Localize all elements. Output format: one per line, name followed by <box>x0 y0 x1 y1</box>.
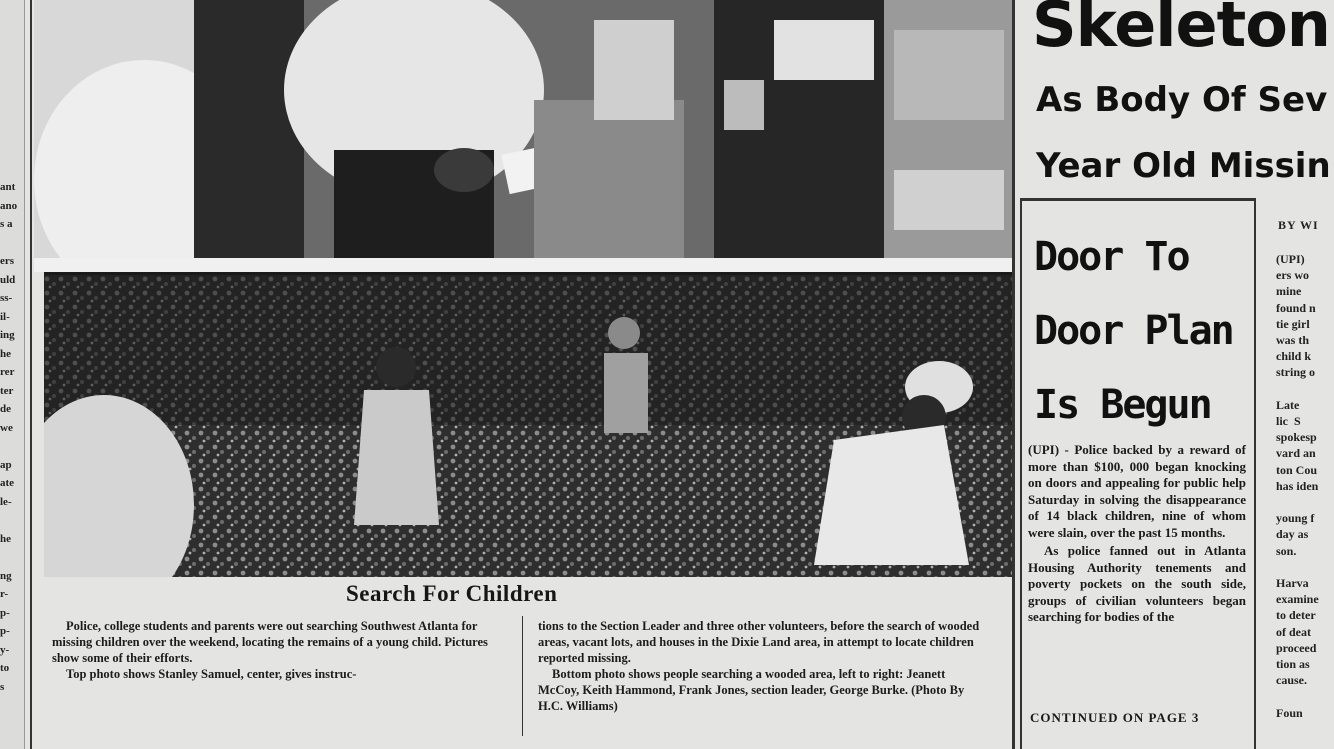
right-column-fragment: ers wo <box>1276 268 1309 283</box>
caption-paragraph: Police, college students and parents were out searching Southwest Atlanta for missing children over the weekend, locating the remains of a young child. Pictures show some of their efforts. <box>52 619 488 665</box>
right-column-fragment: to deter <box>1276 608 1316 623</box>
left-column-fragment: le- <box>0 495 12 508</box>
right-column-fragment: vard an <box>1276 446 1316 461</box>
right-column-fragment: proceed <box>1276 640 1317 655</box>
right-column-fragment: young f <box>1276 511 1315 526</box>
right-column-fragment: Harva <box>1276 576 1309 590</box>
column-rule-right <box>1012 0 1015 749</box>
left-column-fragment: p- <box>0 606 10 619</box>
left-column-fragment: uld <box>0 273 16 286</box>
story-paragraph: As police fanned out in Atlanta Housing Authority tenements and poverty pockets on the south side, groups of civilian volunteers began searching for bodies of the <box>1028 543 1246 624</box>
right-column-fragment: son. <box>1276 543 1297 558</box>
photo-caption-left <box>52 618 500 682</box>
right-column-fragment: child k <box>1276 349 1312 364</box>
headline-rule <box>1020 198 1256 201</box>
main-headline: Skeleton <box>1032 0 1330 61</box>
left-column-fragment: ng <box>0 569 12 582</box>
left-column-fragment: ano <box>0 199 18 212</box>
right-column-fragment: Foun <box>1276 705 1303 720</box>
left-column-fragment: we <box>0 421 13 434</box>
left-column-fragment: s <box>0 680 5 693</box>
left-column-fragment: ss- <box>0 292 13 304</box>
right-column-fragment: tion as <box>1276 657 1310 671</box>
photo-caption-right <box>538 618 986 714</box>
right-column-fragment: mine <box>1276 284 1302 299</box>
right-column-fragment: string o <box>1276 365 1315 380</box>
right-column-fragment: Late <box>1276 397 1300 412</box>
left-column-fragment: ers <box>0 255 15 267</box>
left-cropped-column <box>0 0 25 749</box>
right-column-fragment: was th <box>1276 333 1310 347</box>
right-column-fragment: spokesp <box>1276 430 1317 445</box>
right-column-fragment: ton Cou <box>1276 462 1318 477</box>
caption-paragraph: tions to the Section Leader and three other volunteers, before the search of wooded areas, vacant lots, and houses in the Dixie Land area, in attempt to locate children reported missing. <box>538 619 980 665</box>
left-column-fragment: ate <box>0 477 15 489</box>
left-column-fragment: ter <box>0 384 14 397</box>
left-column-fragment: r- <box>0 588 9 600</box>
left-column-fragment: he <box>0 347 11 360</box>
left-column-fragment: ant <box>0 181 16 193</box>
left-column-fragment: to <box>0 662 10 674</box>
photo-halftone <box>34 0 1014 272</box>
story-headline-line: Is Begun <box>1034 382 1211 428</box>
column-rule-story <box>1254 198 1256 749</box>
story-headline-line: Door To <box>1034 234 1189 280</box>
right-column-fragment: found n <box>1276 300 1316 315</box>
left-column-fragment: ing <box>0 329 15 341</box>
right-column-fragment: cause. <box>1276 673 1307 688</box>
left-column-fragment: rer <box>0 366 15 378</box>
left-column-fragment: p- <box>0 625 10 637</box>
right-column-fragment: lic S <box>1276 414 1301 428</box>
continued-on-page: CONTINUED ON PAGE 3 <box>1030 710 1200 725</box>
left-column-fragment: ap <box>0 458 12 471</box>
story-headline-line: Door Plan <box>1034 308 1233 354</box>
story-paragraph: (UPI) - Police backed by a reward of more than $100, 000 began knocking on doors and appealing for public help Saturday in solving the disappearance of 14 black children, nine of whom were slain, over the past 15 months. <box>1028 442 1246 540</box>
left-column-fragment: y- <box>0 643 10 656</box>
left-column-fragment: he <box>0 532 11 545</box>
left-column-fragment: s a <box>0 218 13 230</box>
photo-caption-title: Search For Children <box>346 581 558 606</box>
left-column-fragment: il- <box>0 310 10 323</box>
caption-paragraph: Bottom photo shows people searching a wooded area, left to right: Jeanett McCoy, Keith Hammond, Frank Jones, section leader, George Burke. (Photo By H.C. Williams) <box>538 667 965 713</box>
caption-rule <box>522 616 523 736</box>
right-column-fragment: (UPI) <box>1276 252 1305 266</box>
headline-deck-line: Year Old Missin <box>1036 146 1331 186</box>
byline: BY WI <box>1278 218 1319 232</box>
right-column-fragment: of deat <box>1276 624 1311 639</box>
right-column-fragment: day as <box>1276 527 1309 542</box>
right-column-fragment: has iden <box>1276 478 1319 493</box>
caption-paragraph: Top photo shows Stanley Samuel, center, gives instruc- <box>66 667 357 681</box>
column-rule-story-left <box>1020 198 1022 749</box>
photo-halftone-bottom <box>44 275 1012 577</box>
column-rule <box>30 0 32 749</box>
right-column-fragment: examine <box>1276 592 1319 607</box>
right-column-fragment: tie girl <box>1276 316 1310 331</box>
volunteers-gathering-photo <box>34 0 1014 272</box>
story-headline <box>1034 220 1249 442</box>
wooded-area-search-photo <box>44 272 1012 577</box>
headline-deck-line: As Body Of Sev <box>1036 80 1328 120</box>
story-body <box>1028 442 1246 626</box>
left-column-fragment: de <box>0 403 11 415</box>
